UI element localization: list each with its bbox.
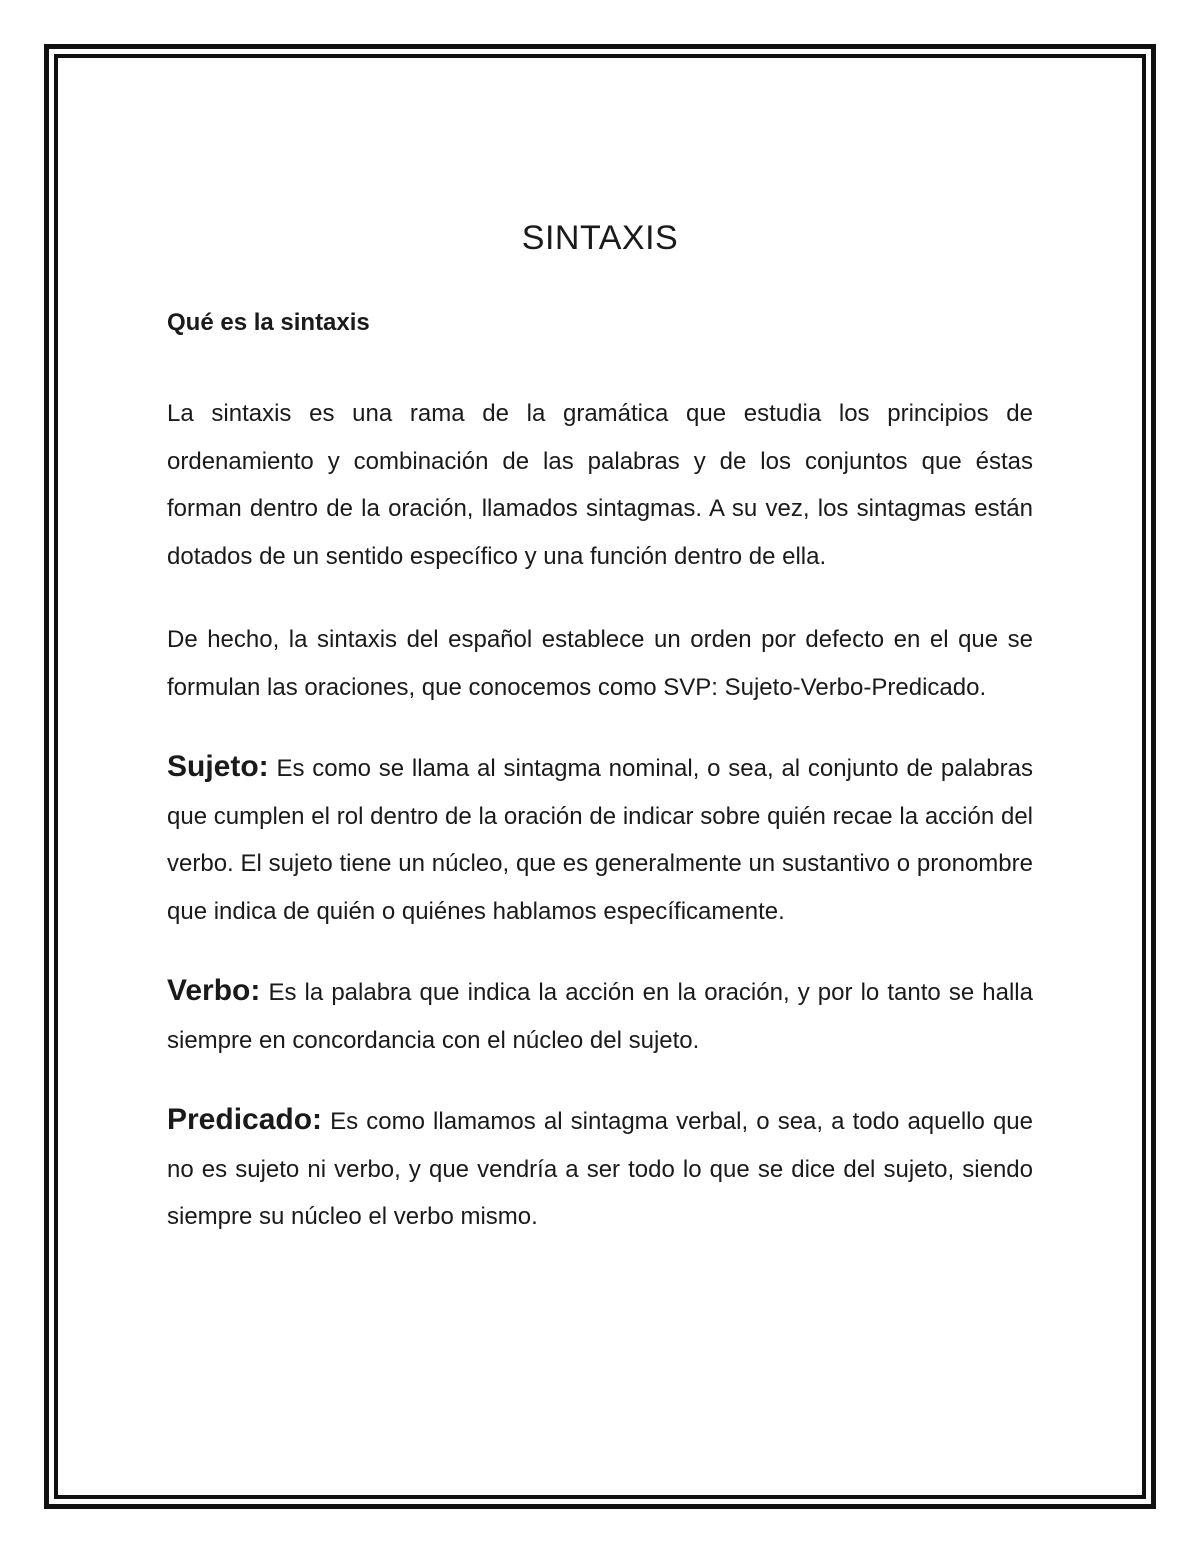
- term-predicado: Predicado:: [167, 1103, 323, 1136]
- definition-verbo: [167, 967, 1033, 1064]
- paragraph-intro: La sintaxis es una rama de la gramática que estudia los principios de ordenamiento y combinación de las palabras y de los conjuntos que éstas forman dentro de la oración, llamados sintagmas. A su vez, los sintagmas están dotados de un sentido específico y una función dentro de ella.: [167, 400, 1033, 570]
- definition-sujeto: [167, 743, 1033, 935]
- document-title: SINTAXIS: [521, 219, 679, 257]
- term-sujeto: Sujeto:: [167, 750, 269, 783]
- definition-predicado: [167, 1096, 1033, 1241]
- definition-sujeto-text: Es como se llama al sintagma nominal, o sea, al conjunto de palabras que cumplen el rol dentro de la oración de indicar sobre quién recae la acción del verbo. El sujeto tiene un núcleo, que es generalmente un sustantivo o pronombre que indica de quién o quiénes hablamos específicamente.: [167, 755, 1033, 925]
- paragraph-svp: De hecho, la sintaxis del español establece un orden por defecto en el que se formulan las oraciones, que conocemos como SVP: Sujeto-Verbo-Predicado.: [167, 626, 1033, 701]
- section-heading: Qué es la sintaxis: [167, 309, 370, 336]
- term-verbo: Verbo:: [167, 974, 261, 1007]
- document-body: [167, 210, 1033, 1241]
- definition-predicado-text: Es como llamamos al sintagma verbal, o sea, a todo aquello que no es sujeto ni verbo, y que vendría a ser todo lo que se dice del sujeto, siendo siempre su núcleo el verbo mismo.: [167, 1108, 1033, 1230]
- definition-verbo-text: Es la palabra que indica la acción en la oración, y por lo tanto se halla siempre en concordancia con el núcleo del sujeto.: [167, 979, 1033, 1054]
